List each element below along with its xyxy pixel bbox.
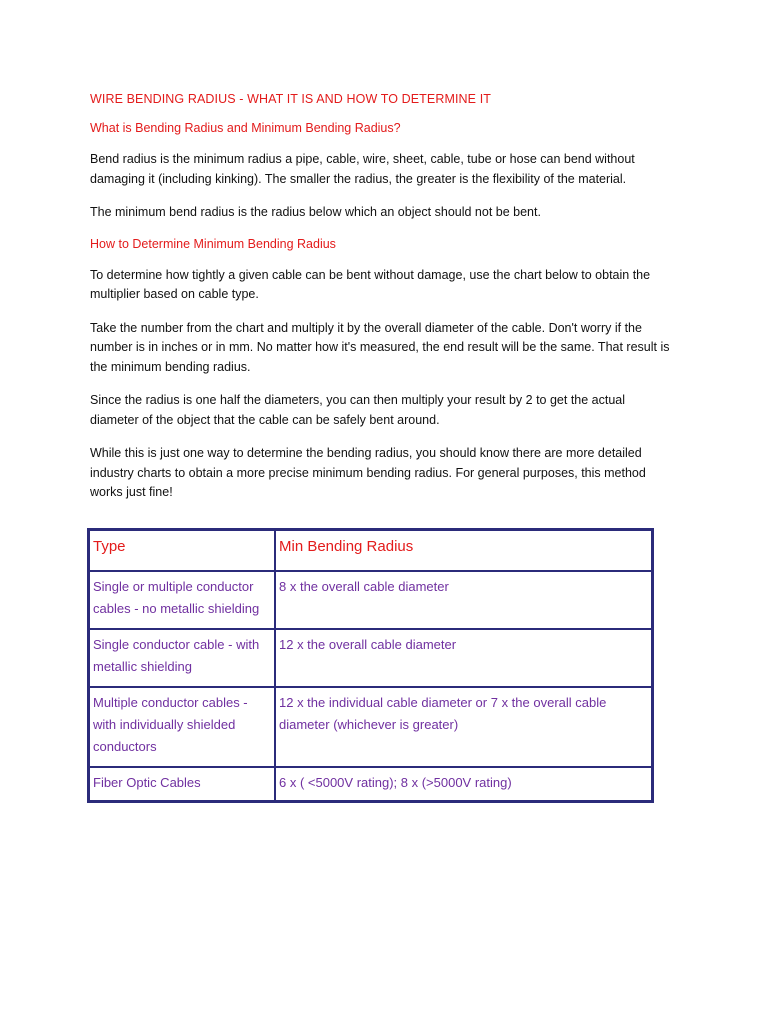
header-min-bending-radius: Min Bending Radius — [275, 530, 652, 571]
document-body — [90, 92, 670, 517]
bending-radius-table — [87, 528, 654, 803]
cell-type: Single conductor cable - with metallic shielding — [89, 629, 275, 687]
cell-type: Single or multiple conductor cables - no metallic shielding — [89, 571, 275, 629]
header-type: Type — [89, 530, 275, 571]
paragraph-minimum-radius: The minimum bend radius is the radius below which an object should not be bent. — [90, 205, 541, 219]
cell-type: Fiber Optic Cables — [89, 767, 275, 801]
table-row — [89, 767, 652, 801]
paragraph-multiply: Take the number from the chart and multiply it by the overall diameter of the cable. Don't worry if the number is in inches or in mm. No matter how it's measured, the end result will be the same. That result is the minimum bending radius. — [90, 320, 670, 374]
paragraph-diameter: Since the radius is one half the diameters, you can then multiply your result by 2 to get the actual diameter of the object that the cable can be safely bent around. — [90, 393, 626, 427]
table-row — [89, 571, 652, 629]
section-heading-definition: What is Bending Radius and Minimum Bending Radius? — [90, 121, 401, 135]
table-row — [89, 687, 652, 767]
cell-radius: 8 x the overall cable diameter — [275, 571, 652, 629]
paragraph-general-purpose: While this is just one way to determine the bending radius, you should know there are more detailed industry charts to obtain a more precise minimum bending radius. For general purposes, this method works just fine! — [90, 446, 646, 499]
section-heading-determine: How to Determine Minimum Bending Radius — [90, 236, 336, 251]
cell-type: Multiple conductor cables - with individually shielded conductors — [89, 687, 275, 767]
cell-radius: 12 x the individual cable diameter or 7 x the overall cable diameter (whichever is greater) — [275, 687, 652, 767]
cell-radius: 12 x the overall cable diameter — [275, 629, 652, 687]
paragraph-definition: Bend radius is the minimum radius a pipe, cable, wire, sheet, cable, tube or hose can bend without damaging it (including kinking). The smaller the radius, the greater is the flexibility of the material. — [90, 152, 635, 186]
cell-radius: 6 x ( <5000V rating); 8 x (>5000V rating) — [275, 767, 652, 801]
table-row — [89, 629, 652, 687]
paragraph-use-chart: To determine how tightly a given cable can be bent without damage, use the chart below to obtain the multiplier based on cable type. — [90, 267, 651, 301]
document-title: WIRE BENDING RADIUS - WHAT IT IS AND HOW TO DETERMINE IT — [90, 92, 491, 106]
table-header-row — [89, 530, 652, 571]
